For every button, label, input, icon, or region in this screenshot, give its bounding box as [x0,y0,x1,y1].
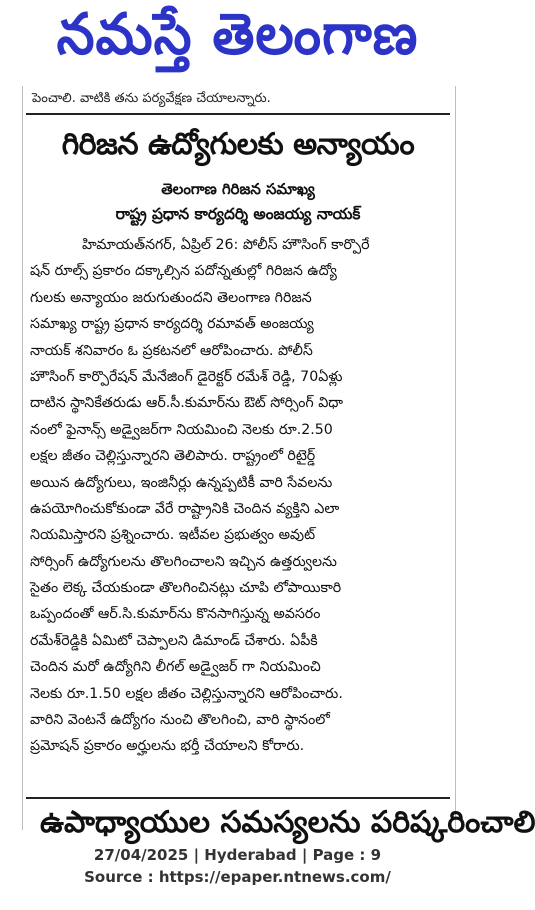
article-line [30,575,446,601]
article-line [30,681,446,707]
article-line [30,417,446,443]
headline-top-rule [26,113,450,115]
article-line [30,733,446,759]
article-line [30,522,446,548]
article-line [30,258,446,284]
next-article-headline: ఉపాధ్యాయుల సమస్యలను పరిష్కరించాలి [40,805,535,840]
article-line [30,601,446,627]
dateline: 27/04/2025 | Hyderabad | Page : 9 [93,846,382,864]
article-body [30,232,446,787]
article-line [30,470,446,496]
clipping-footer [0,845,475,888]
article-line-text: చెందిన మరో ఉద్యోగిని లీగల్ అడ్వైజర్ గా నియమించి [30,659,321,676]
article-line [30,364,446,390]
article-line [30,707,446,733]
article-bottom-rule [26,797,450,799]
article-headline [26,126,450,170]
article-line [30,311,446,337]
newspaper-title: నమస్తే తెలంగాణ [56,0,419,67]
article-line [30,338,446,364]
article-line [30,443,446,469]
article-line-text: గులకు అన్యాయం జరుగుతుందని తెలంగాణ గిరిజన [30,289,312,306]
article-subheading-organization: తెలంగాణ గిరిజన సమాఖ్య [161,180,315,198]
article-line-text: లక్షల జీతం చెల్లిస్తున్నారని తెలిపారు. రాష్ట్రంలో రిటైర్డ్ [30,448,316,465]
next-article-strip [26,805,535,840]
article-line-text: సైతం లెక్క చేయకుండా తొలగించినట్లు చూపి లోపాయికారి [30,580,342,597]
article-line [30,628,446,654]
article-line [30,232,446,258]
source-credit: Source : https://epaper.ntnews.com/ [84,868,391,886]
article-line-text: షన్ రూల్స్ ప్రకారం దక్కాల్సిన పదోన్నతుల్లో గిరిజన ఉద్యో [30,263,337,280]
article-line [30,390,446,416]
article-line-text: నాయక్ శనివారం ఓ ప్రకటనలో ఆరోపించారు. పోలీస్ [30,342,313,359]
masthead-logo [0,0,475,82]
previous-article-strip [26,90,450,110]
article-line-text: సమాఖ్య రాష్ట్ర ప్రధాన కార్యదర్శి రమావత్ అంజయ్య [30,316,314,333]
article-line [30,285,446,311]
previous-article-text: పెంచాలి. వాటికి తను పర్యవేక్షణ చేయాలన్నారు. [32,91,271,106]
article-line-text: ప్రమోషన్ ప్రకారం అర్హులను భర్తీ చేయాలని కోరారు. [30,738,305,755]
article-line-text: హౌసింగ్ కార్పొరేషన్ మేనేజింగ్ డైరెక్టర్ రమేశ్ రెడ్డి, 70ఏళ్లు [30,368,343,385]
article-line-text: దాటిన స్థానికేతరుడు ఆర్.సీ.కుమార్‌ను ఔట్ సోర్సింగ్ విధా [30,395,344,412]
article-line [30,496,446,522]
article-line-text: ఉపయోగించుకోకుండా వేరే రాష్ట్రానికి చెందిన వ్యక్తిని ఎలా [30,500,340,517]
article-line-text: అయిన ఉద్యోగులు, ఇంజినీర్లు ఉన్నప్పటికీ వారి సేవలను [30,474,333,491]
article-line-text: నియమిస్తారని ప్రశ్నించారు. ఇటీవల ప్రభుత్వం అవుట్ [30,527,316,544]
article-line-text: నంలో ఫైనాన్స్ అడ్వైజర్‌గా నియమించి నెలకు రూ.2.50 [30,421,333,438]
article-line [30,549,446,575]
article-line-text: వారిని వెంటనే ఉద్యోగం నుంచి తొలగించి, వారి స్థానంలో [30,712,330,729]
article-headline-text: గిరిజన ఉద్యోగులకు అన్యాయం [61,127,415,162]
article-line [30,654,446,680]
article-line-text: సోర్సింగ్ ఉద్యోగులను తొలగించాలని ఇచ్చిన ఉత్తర్వులను [30,553,337,570]
article-line-text: హిమాయత్‌నగర్, ఏప్రిల్ 26: పోలీస్ హౌసింగ్ కార్పొరే [82,237,370,253]
article-line-text: రమేశ్‌రెడ్డికి ఏమిటో చెప్పాలని డిమాండ్ చేశారు. ఏపీకి [30,632,318,649]
article-line-text: నెలకు రూ.1.50 లక్షల జీతం చెల్లిస్తున్నారని ఆరోపించారు. [30,685,343,702]
article-subheading-person: రాష్ట్ర ప్రధాన కార్యదర్శి అంజయ్య నాయక్ [115,205,361,223]
article-line-text: ఒప్పందంతో ఆర్.సి.కుమార్‌ను కొనసాగిస్తున్న అవసరం [30,606,321,623]
